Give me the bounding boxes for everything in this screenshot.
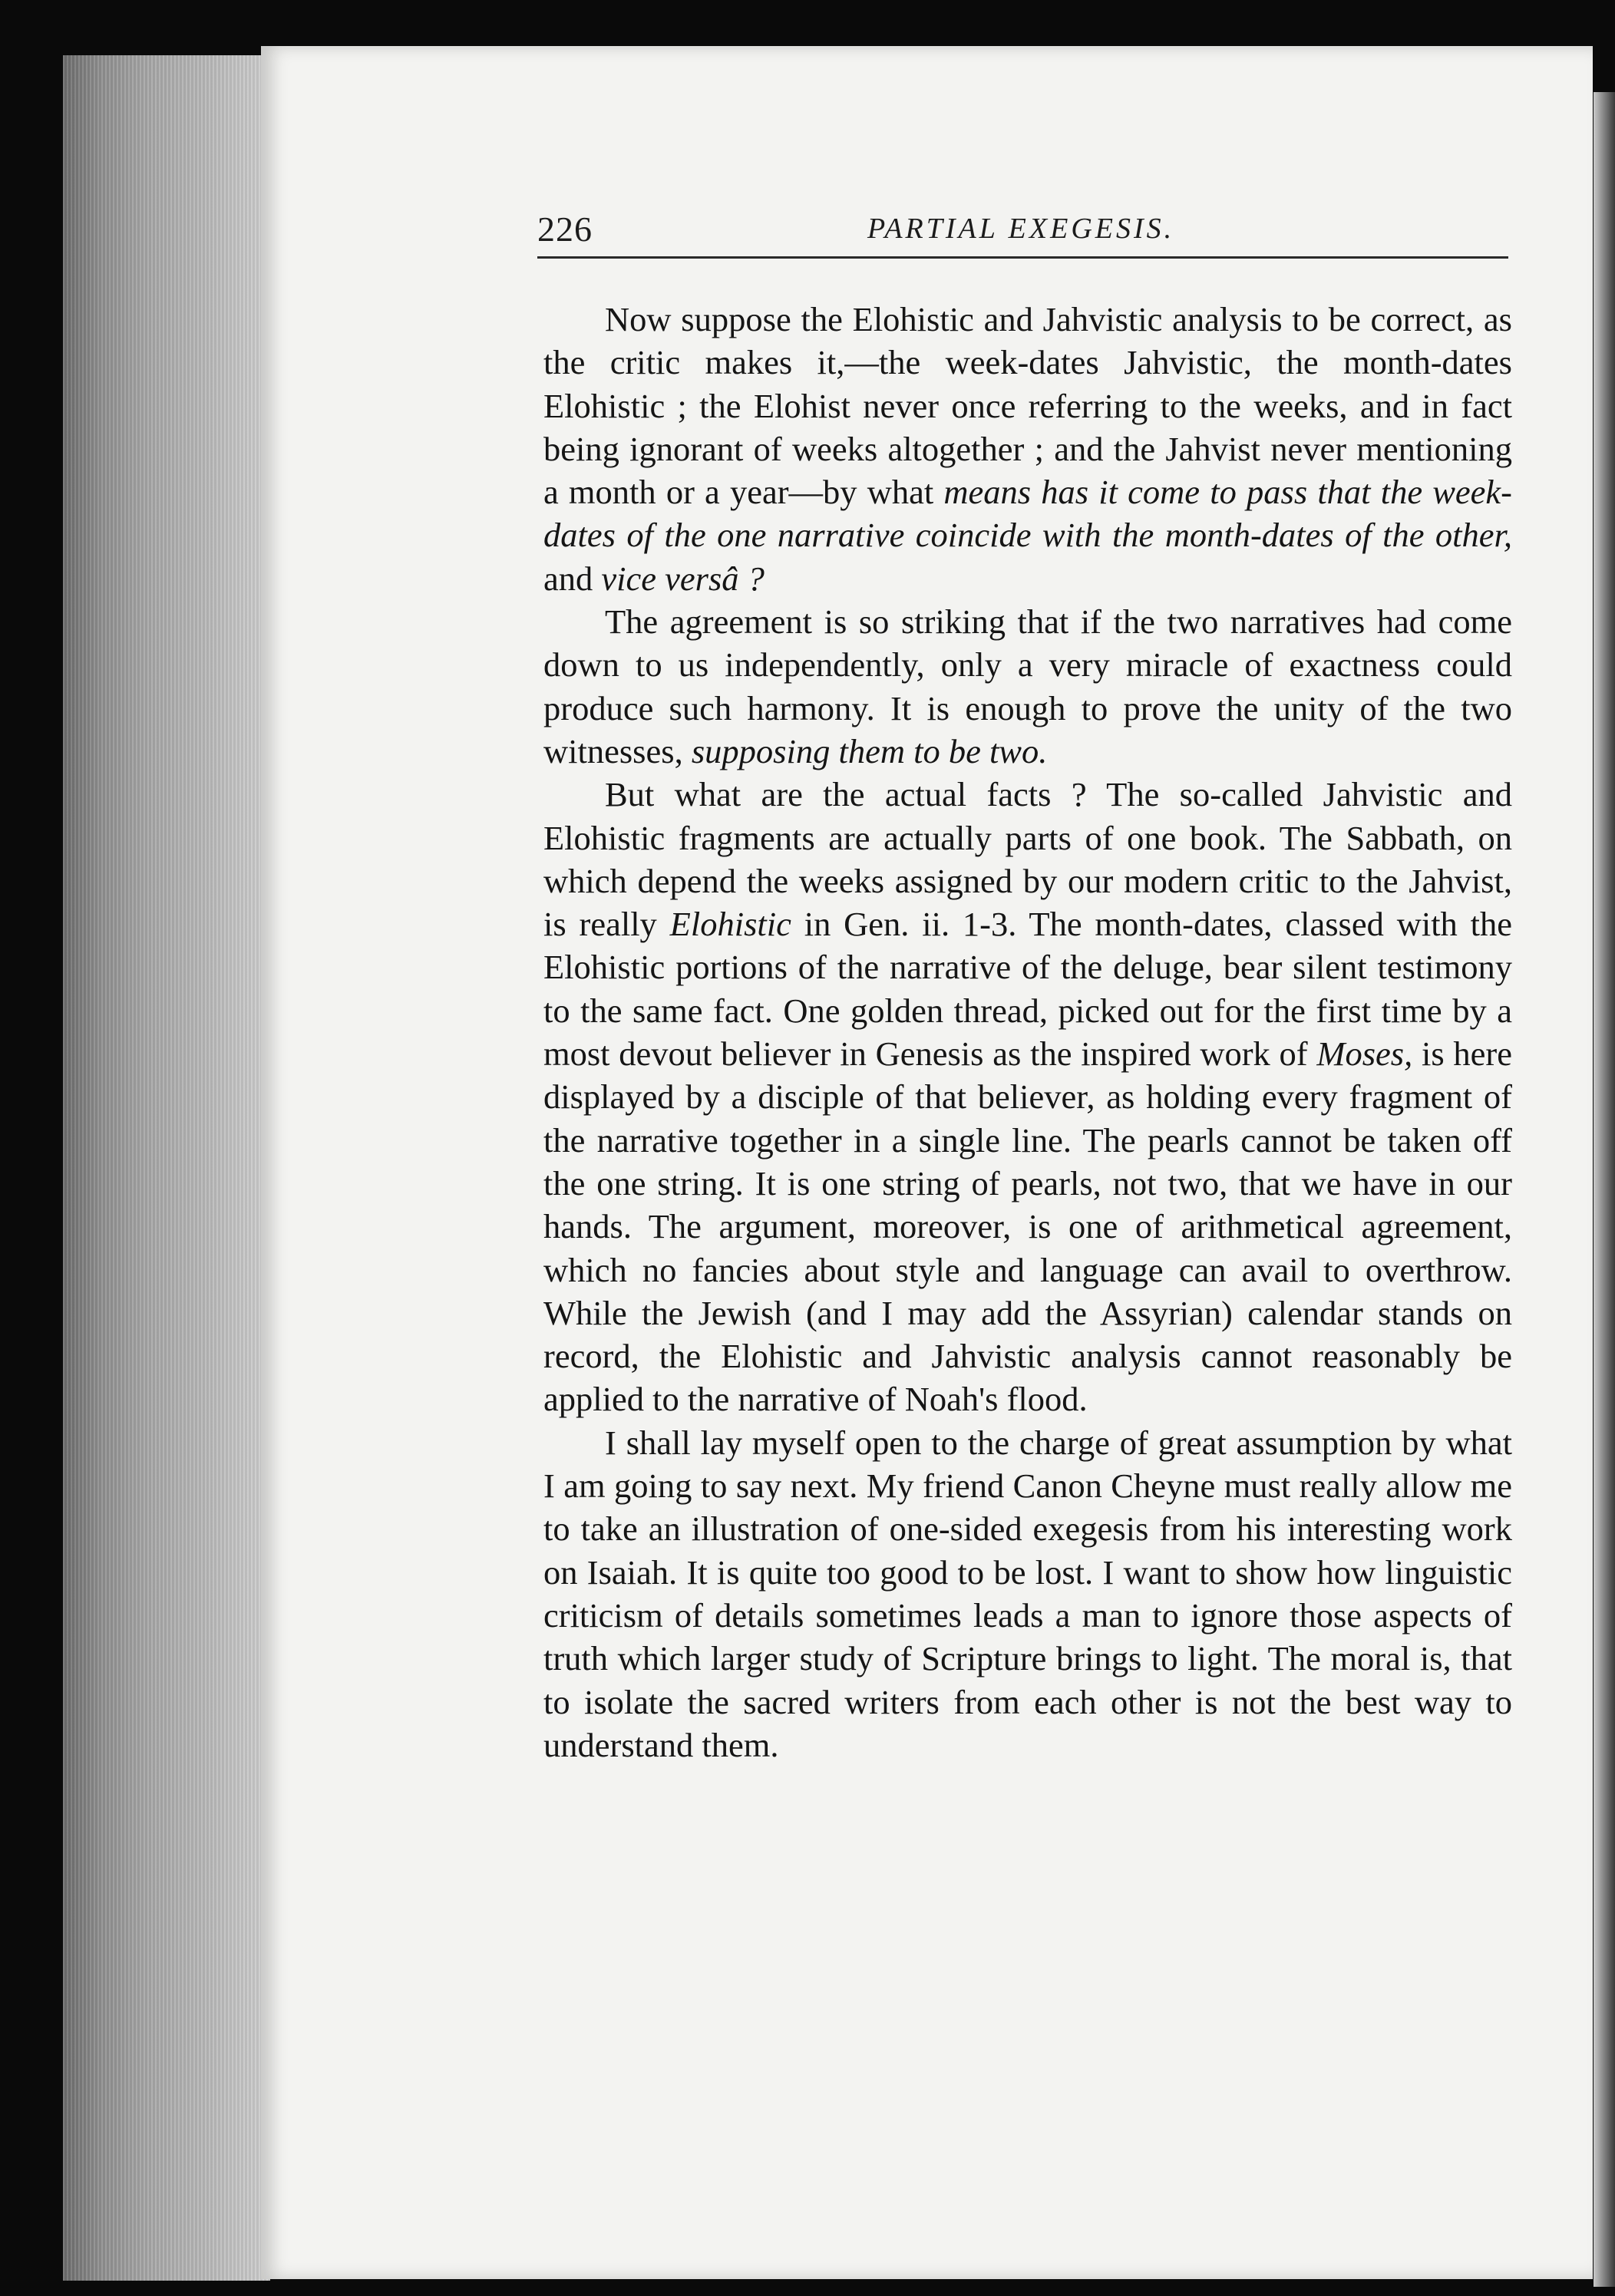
body-text xyxy=(543,298,1512,1767)
paragraph-3 xyxy=(543,773,1512,1420)
paragraph-1-text: Now suppose the Elohistic and Jahvistic analysis to be correct, as the critic makes it,—the week-dates Jahvistic, the month-dates Elohistic ; the Elohist never once referring to the weeks, and in fact being ignorant of weeks altogether ; and the Jahvist never mentioning a month or a year—by what xyxy=(543,300,1512,512)
paragraph-3-text-end: is here displayed by a disciple of that believer, as holding every fragment of the narrative together in a single line. The pearls cannot be taken off the one string. It is one string of pearls, not two, that we have in our hands. The argument, moreover, is one of arithmetical agreement, which no fancies about style and language can avail to overthrow. While the Jewish (and I may add the Assyrian) calendar stands on record, the Elohistic and Jahvistic analysis cannot reasonably be applied to the narrative of Noah's flood. xyxy=(543,1034,1512,1419)
paragraph-3-text-cont: in Gen. ii. 1-3. The month-dates, classed with the Elohistic portions of the narrative of the deluge, bear silent testimony to the same fact. One golden thread, picked out for the first time by a most devout believer in Genesis as the inspired work of xyxy=(543,905,1513,1074)
paragraph-3-moses: Moses, xyxy=(1316,1034,1413,1074)
paragraph-1-italic-question: means has it come to pass that the week-dates of the one narrative coincide with the month-dates of the other, xyxy=(543,473,1513,555)
book-page-edges xyxy=(63,55,270,2281)
paragraph-2 xyxy=(543,600,1512,773)
page-number: 226 xyxy=(537,209,593,249)
paragraph-1-vice-versa: vice versâ ? xyxy=(601,559,765,598)
paragraph-3-text: But what are the actual facts ? The so-called Jahvistic and Elohistic fragments are actually parts of one book. The Sabbath, on which depend the weeks assigned by our modern critic to the Jahvist, is really xyxy=(543,775,1512,944)
paragraph-2-text: The agreement is so striking that if the two narratives had come down to us independently, only a very miracle of exactness could produce such harmony. It is enough to prove the unity of the two witnesses, xyxy=(543,602,1512,770)
paragraph-1-and: and xyxy=(543,559,602,598)
running-head xyxy=(537,209,1508,259)
paragraph-3-elohistic: Elohistic xyxy=(669,905,791,944)
running-title: PARTIAL EXEGESIS. xyxy=(867,213,1175,245)
page-right-edge xyxy=(1594,92,1615,2287)
paragraph-2-italic: supposing them to be two. xyxy=(691,731,1048,770)
paragraph-4 xyxy=(543,1421,1512,1767)
paragraph-1 xyxy=(543,298,1512,600)
paragraph-4-text: I shall lay myself open to the charge of great assumption by what I am going to say next. My friend Canon Cheyne must really allow me to take an illustration of one-sided exegesis from his interesting work on Isaiah. It is quite too good to be lost. I want to show how linguistic criticism of details sometimes leads a man to ignore those aspects of truth which larger study of Scripture brings to light. The moral is, that to isolate the sacred writers from each other is not the best way to understand them. xyxy=(543,1423,1512,1764)
